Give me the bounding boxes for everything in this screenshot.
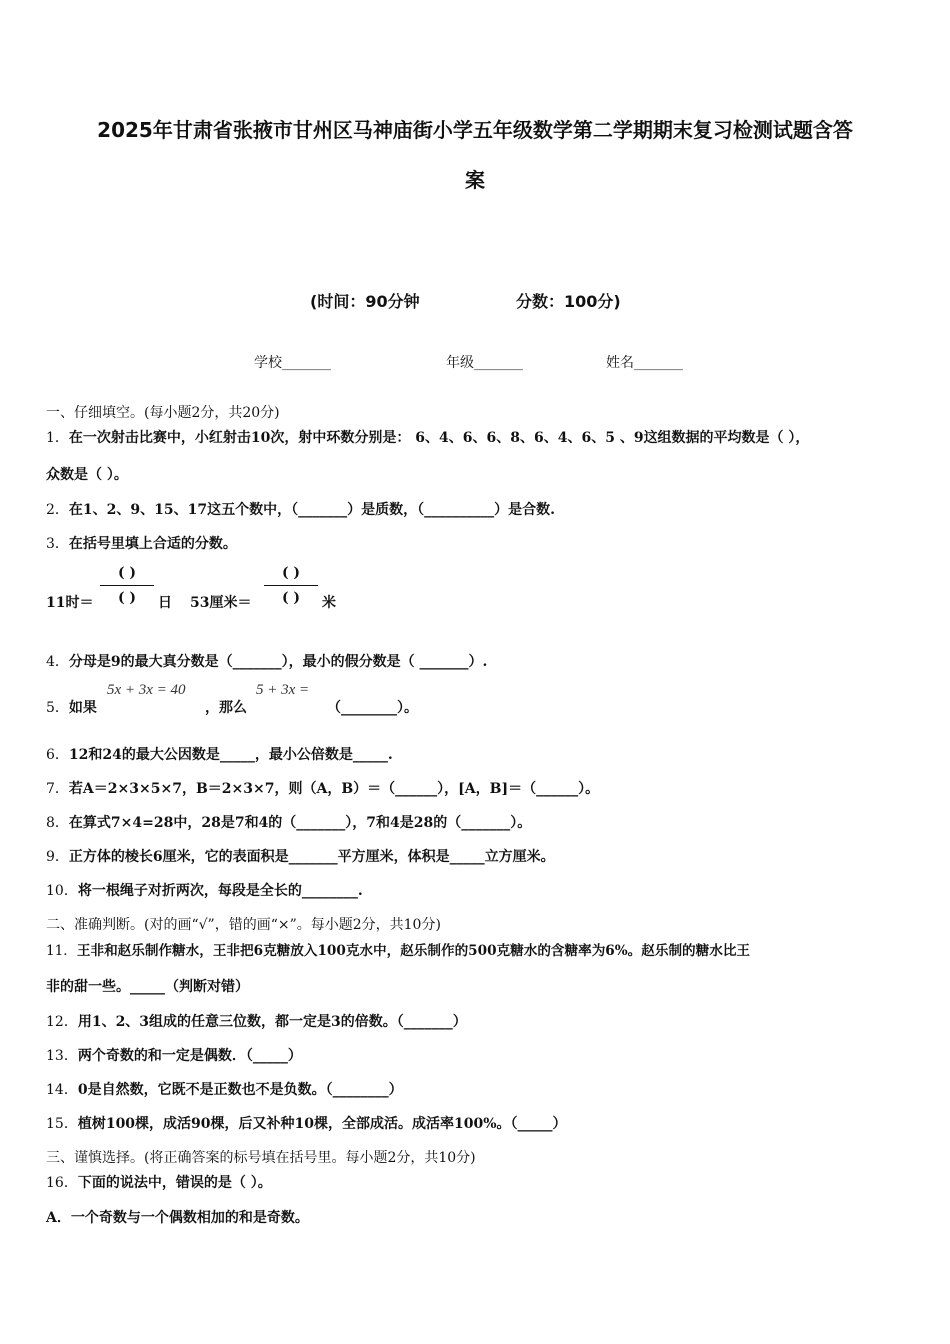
question-text: 下面的说法中，错误的是（ ）。 — [77, 1175, 272, 1191]
question-14 — [46, 1079, 403, 1099]
denominator-blank[interactable]: ( ) — [100, 585, 154, 606]
question-8 — [46, 812, 531, 832]
question-number: 6． — [46, 747, 69, 763]
question-5 — [46, 697, 97, 717]
question-5-mid: ，那么 — [205, 700, 247, 716]
equation-2: 5 + 3x = — [256, 682, 310, 698]
grade-field[interactable]: 年级_______ — [446, 355, 523, 371]
question-13 — [46, 1045, 302, 1065]
question-number: 5． — [46, 700, 69, 716]
q3-53-cm: 53厘米＝ — [190, 595, 252, 611]
page-title-line2: 案 — [465, 168, 485, 192]
question-number: 15． — [46, 1116, 78, 1132]
question-text: 在一次射击比赛中，小红射击10次，射中环数分别是： 6、4、6、6、8、6、4、6、5 、9这组数据的平均数是（ ）， — [68, 430, 810, 446]
name-field[interactable]: 姓名_______ — [606, 355, 683, 371]
section-3-heading: 三、谨慎选择。(将正确答案的标号填在括号里。每小题2分，共10分) — [46, 1150, 476, 1166]
fraction-blank-2[interactable] — [264, 565, 318, 606]
question-11-cont: 非的甜一些。_____（判断对错） — [46, 979, 249, 995]
question-number: 3． — [46, 536, 69, 552]
q3-day-unit: 日 — [158, 595, 172, 611]
question-number: 7． — [46, 781, 69, 797]
question-text: 0是自然数，它既不是正数也不是负数。（________） — [77, 1082, 403, 1098]
question-10 — [46, 880, 363, 900]
question-text: 在括号里填上合适的分数。 — [68, 536, 237, 552]
question-16-option-a[interactable]: A．一个奇数与一个偶数相加的和是奇数。 — [46, 1210, 309, 1226]
question-6 — [46, 744, 393, 764]
page-title-line1: 2025年甘肃省张掖市甘州区马神庙街小学五年级数学第二学期期末复习检测试题含答 — [97, 118, 853, 142]
question-5-blank: （________）。 — [327, 700, 418, 716]
question-15 — [46, 1113, 567, 1133]
question-number: 11． — [46, 943, 77, 959]
q3-11-hours: 11时＝ — [46, 595, 94, 611]
question-number: 10． — [46, 883, 78, 899]
denominator-blank[interactable]: ( ) — [264, 585, 318, 606]
question-number: 12． — [46, 1014, 78, 1030]
question-text: 两个奇数的和一定是偶数．（_____） — [77, 1048, 302, 1064]
exam-score: 分数：100分) — [516, 292, 621, 311]
question-11 — [46, 939, 750, 959]
question-text: 在算式7×4=28中，28是7和4的（_______），7和4是28的（_______）。 — [68, 815, 532, 831]
question-text: 若A＝2×3×5×7，B＝2×3×7，则（A，B）＝（______），[A，B]＝（______）。 — [68, 781, 600, 797]
question-7 — [46, 778, 599, 798]
section-1-heading: 一、仔细填空。(每小题2分，共20分) — [46, 405, 280, 421]
question-text: 分母是9的最大真分数是（_______），最小的假分数是（ _______）. — [68, 654, 488, 670]
question-number: 4． — [46, 654, 69, 670]
exam-time: (时间：90分钟 — [310, 292, 420, 311]
question-text: 如果 — [68, 700, 97, 716]
question-text: 植树100棵，成活90棵，后又补种10棵，全部成活。成活率100%。（_____） — [77, 1116, 567, 1132]
q3-meter-unit: 米 — [322, 595, 336, 611]
question-text: 王非和赵乐制作糖水，王非把6克糖放入100克水中，赵乐制作的500克糖水的含糖率为6%。赵乐制的糖水比王 — [76, 943, 751, 959]
question-number: 1． — [46, 430, 69, 446]
numerator-blank[interactable]: ( ) — [281, 565, 301, 581]
question-12 — [46, 1011, 467, 1031]
section-2-heading: 二、准确判断。(对的画“√”，错的画“×”。每小题2分，共10分) — [46, 917, 441, 933]
question-1 — [46, 427, 809, 447]
question-number: 13． — [46, 1048, 78, 1064]
question-3 — [46, 533, 237, 553]
question-text: 将一根绳子对折两次，每段是全长的________. — [77, 883, 363, 899]
question-number: 14． — [46, 1082, 78, 1098]
question-text: 正方体的棱长6厘米，它的表面积是_______平方厘米，体积是_____立方厘米。 — [68, 849, 555, 865]
question-number: 8． — [46, 815, 69, 831]
question-9 — [46, 846, 555, 866]
numerator-blank[interactable]: ( ) — [117, 565, 137, 581]
question-1-cont: 众数是（ ）。 — [46, 467, 128, 483]
question-number: 16． — [46, 1175, 78, 1191]
question-text: 在1、2、9、15、17这五个数中，（_______）是质数，（__________）是合数. — [68, 502, 555, 518]
question-4 — [46, 651, 487, 671]
question-text: 12和24的最大公因数是_____，最小公倍数是_____. — [68, 747, 393, 763]
equation-1: 5x + 3x = 40 — [107, 682, 186, 698]
school-field[interactable]: 学校_______ — [254, 355, 331, 371]
question-16 — [46, 1172, 272, 1192]
question-number: 2． — [46, 502, 69, 518]
question-text: 用1、2、3组成的任意三位数，都一定是3的倍数。（_______） — [77, 1014, 467, 1030]
question-number: 9． — [46, 849, 69, 865]
question-2 — [46, 499, 555, 519]
fraction-blank-1[interactable] — [100, 565, 154, 606]
